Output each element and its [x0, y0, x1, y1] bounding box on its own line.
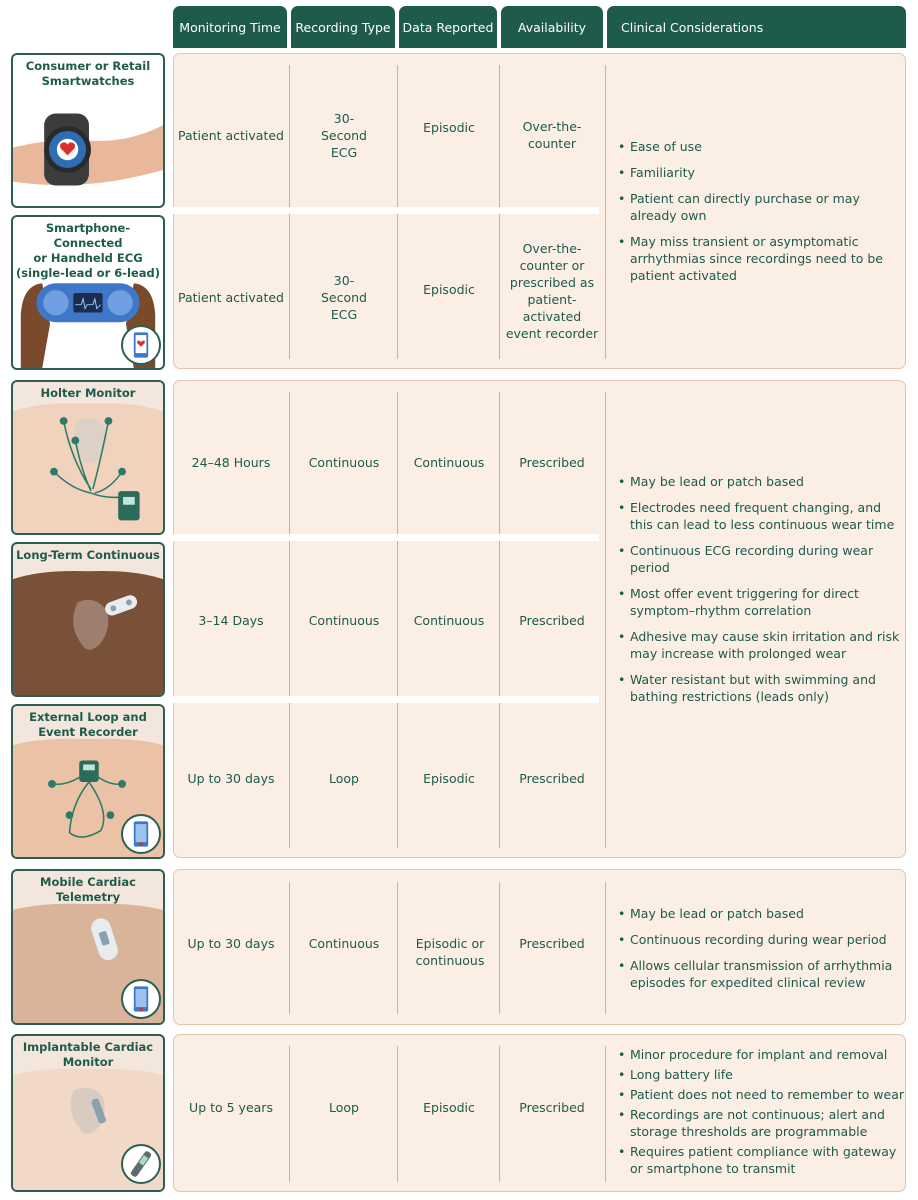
device-panel-smartwatch [11, 53, 165, 208]
cell-monitoring-time: 3–14 Days [198, 612, 264, 628]
cell-recording-type: Continuous [308, 612, 380, 628]
cell-availability: Prescribed [519, 935, 585, 951]
consideration-item: • Most offer event triggering for direct symptom–rhythm correlation [614, 585, 904, 619]
device-name: Mobile Cardiac Telemetry [40, 875, 136, 904]
cell-recording-type: Loop [329, 1099, 359, 1115]
row-separator [173, 696, 599, 703]
device-panel-holter [11, 380, 165, 535]
smartphone-icon [121, 979, 161, 1019]
consideration-item: • Allows cellular transmission of arrhythmia episodes for expedited clinical review [614, 957, 904, 991]
cell-availability: Prescribed [519, 770, 585, 786]
consideration-item: • May be lead or patch based [614, 905, 904, 922]
consideration-item: • Patient can directly purchase or may already own [614, 190, 904, 224]
consideration-item: • Familiarity [614, 164, 904, 181]
column-divider [605, 882, 606, 1014]
device-panel-mobile-telemetry [11, 869, 165, 1025]
cell-data-reported: Episodic [423, 770, 475, 786]
cell-recording-type: 30-Second ECG [320, 110, 367, 160]
cell-data-reported: Episodic [423, 119, 475, 135]
header-clinical-considerations: Clinical Considerations [607, 6, 906, 48]
header-availability: Availability [501, 6, 603, 48]
cell-data-reported: Episodic [423, 281, 475, 297]
cell-recording-type: Loop [329, 770, 359, 786]
column-divider [289, 392, 290, 848]
cell-availability: Prescribed [519, 612, 585, 628]
cell-monitoring-time: Patient activated [178, 289, 284, 305]
cell-data-reported: Continuous [413, 454, 485, 470]
considerations-consumer [614, 138, 904, 293]
column-divider [605, 392, 606, 848]
consideration-item: • Water resistant but with swimming and bathing restrictions (leads only) [614, 671, 904, 705]
cell-availability: Prescribed [519, 454, 585, 470]
row-separator [173, 207, 599, 214]
consideration-item: • Electrodes need frequent changing, and this can lead to less continuous wear time [614, 499, 904, 533]
cell-recording-type: Continuous [308, 454, 380, 470]
column-divider [605, 65, 606, 359]
column-divider [289, 882, 290, 1014]
smartphone-icon [121, 814, 161, 854]
column-divider [499, 392, 500, 848]
consideration-item: • Ease of use [614, 138, 904, 155]
device-name: Long-Term Continuous [16, 548, 160, 562]
smartphone-icon [121, 325, 161, 365]
ecg-patch-icon [13, 544, 163, 695]
consideration-item: • May be lead or patch based [614, 473, 904, 490]
row-separator [173, 534, 599, 541]
consideration-item: • Requires patient compliance with gateway or smartphone to transmit [614, 1143, 904, 1177]
column-divider [397, 392, 398, 848]
device-panel-long-term [11, 542, 165, 697]
cell-monitoring-time: Up to 30 days [187, 770, 275, 786]
device-name: Implantable Cardiac Monitor [22, 1040, 154, 1069]
cell-monitoring-time: 24–48 Hours [191, 454, 271, 470]
cell-availability: Over-the-counter or prescribed as patient-activated event recorder [505, 241, 599, 341]
cell-recording-type: Continuous [308, 935, 380, 951]
consideration-item: • Adhesive may cause skin irritation and risk may increase with prolonged wear [614, 628, 904, 662]
column-divider [397, 882, 398, 1014]
header-monitoring-time: Monitoring Time [173, 6, 287, 48]
column-divider [499, 1046, 500, 1182]
cell-data-reported: Episodic [423, 1099, 475, 1115]
considerations-external [614, 473, 904, 714]
device-panel-implantable [11, 1034, 165, 1192]
consideration-item: • Continuous recording during wear period [614, 931, 904, 948]
column-divider [289, 1046, 290, 1182]
header-data-reported: Data Reported [399, 6, 497, 48]
consideration-item: • Recordings are not continuous; alert and storage thresholds are programmable [614, 1106, 904, 1140]
consideration-item: • Minor procedure for implant and removal [614, 1046, 904, 1063]
column-divider [397, 1046, 398, 1182]
column-divider [499, 882, 500, 1014]
cell-availability: Prescribed [519, 1099, 585, 1115]
consideration-item: • Long battery life [614, 1066, 904, 1083]
cell-recording-type: 30-Second ECG [320, 272, 367, 322]
consideration-item: • Continuous ECG recording during wear period [614, 542, 904, 576]
device-name: Holter Monitor [40, 386, 136, 400]
cell-data-reported: Continuous [413, 612, 485, 628]
considerations-telemetry [614, 905, 904, 1000]
device-name: Consumer or Retail Smartwatches [25, 59, 151, 88]
cell-monitoring-time: Up to 5 years [189, 1099, 273, 1115]
column-divider [605, 1046, 606, 1182]
cell-monitoring-time: Patient activated [178, 127, 284, 143]
consideration-item: • Patient does not need to remember to wear [614, 1086, 904, 1103]
device-name: Smartphone-Connected or Handheld ECG (single-lead or 6-lead) [15, 221, 161, 280]
holter-monitor-icon [13, 382, 163, 533]
consideration-item: • May miss transient or asymptomatic arrhythmias since recordings need to be patient activated [614, 233, 904, 284]
device-panel-handheld-ecg [11, 215, 165, 370]
device-panel-external-loop [11, 704, 165, 859]
device-name: External Loop and Event Recorder [29, 710, 147, 739]
implantable-monitor-icon [121, 1144, 161, 1184]
cell-monitoring-time: Up to 30 days [187, 935, 275, 951]
header-recording-type: Recording Type [291, 6, 395, 48]
cell-data-reported: Episodic or continuous [415, 936, 485, 968]
considerations-implantable [614, 1046, 904, 1180]
cell-availability: Over-the-counter [522, 119, 582, 151]
